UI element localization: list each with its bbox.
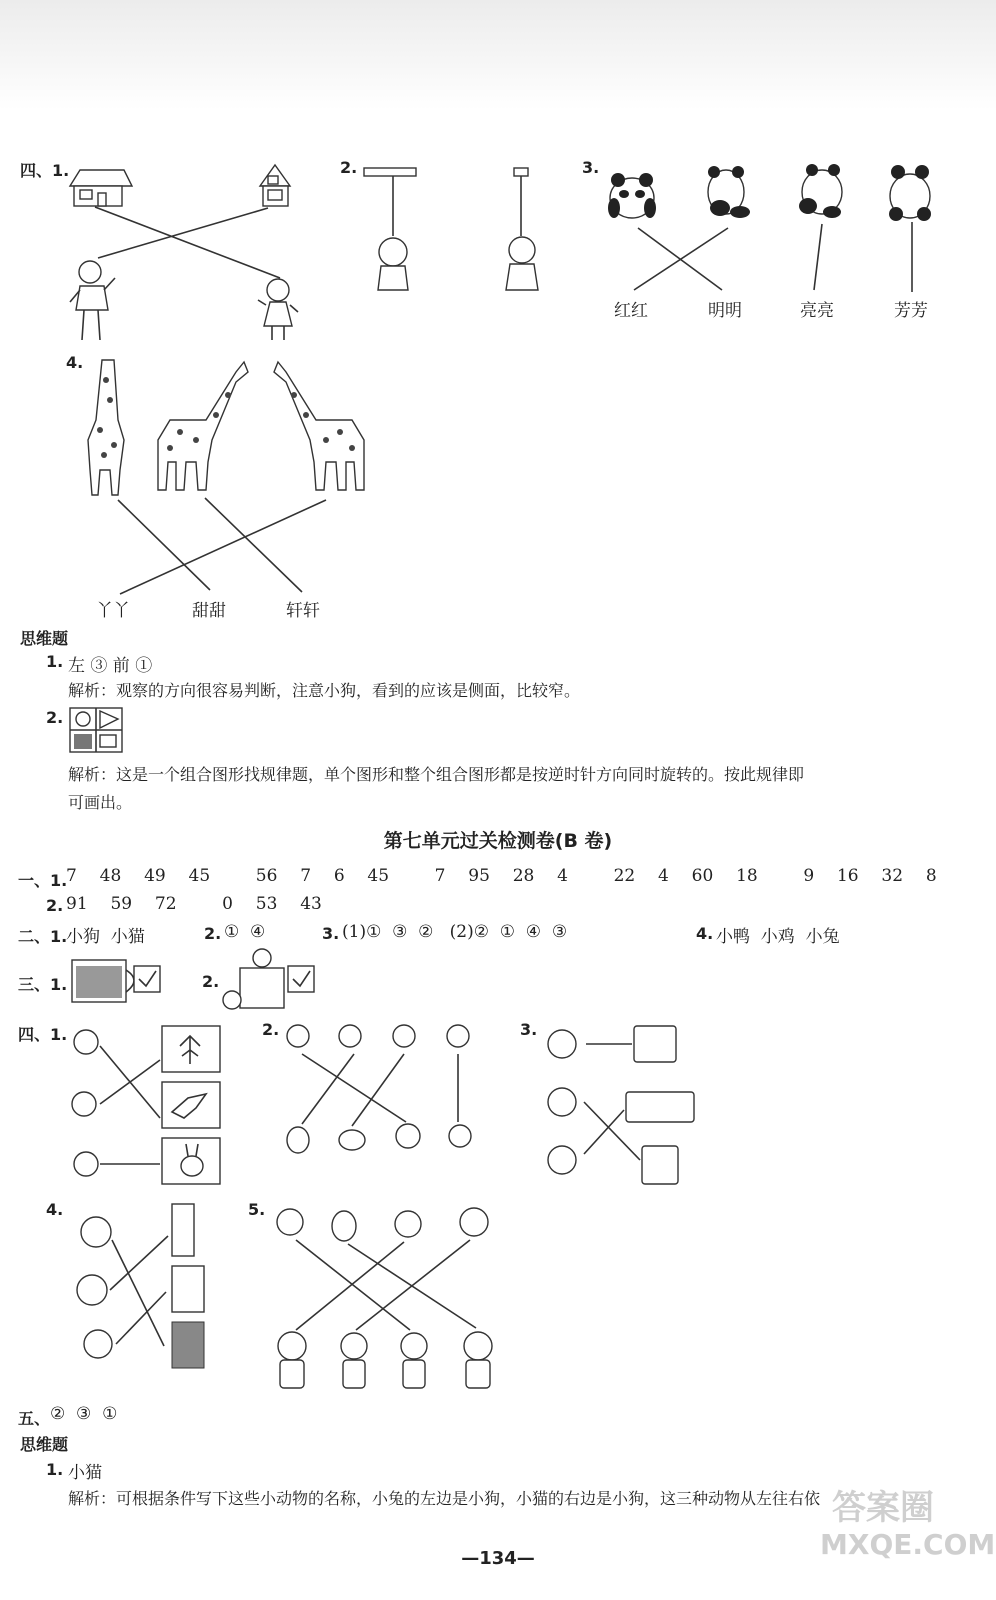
chicken-icon xyxy=(449,1125,471,1147)
bus-side-icon xyxy=(626,1092,694,1122)
thinking-q2-label: 2. xyxy=(46,708,64,727)
match-line xyxy=(120,500,326,594)
thinking2-q1-answer: 小猫 xyxy=(68,1463,102,1483)
boy-icon xyxy=(548,1146,576,1174)
panda-side xyxy=(708,166,750,218)
composite-shape-icon xyxy=(70,708,122,752)
picture-box xyxy=(162,1026,220,1072)
thinking-q2-explain: 解析：这是一个组合图形找规律题，单个图形和整个组合图形都是按逆时针方向同时旋转的。按此规律即 xyxy=(68,765,805,784)
sec4-q5-label: 5. xyxy=(248,1200,266,1219)
duck-icon xyxy=(277,1209,303,1235)
match-line xyxy=(356,1240,470,1330)
thinking-q1-answer: 左 ③ 前 ① xyxy=(68,656,153,676)
sec1-q2-label: 2. xyxy=(46,896,64,915)
sec2-answer3: (1)① ③ ② (2)② ① ④ ③ xyxy=(342,922,568,942)
panda-back xyxy=(889,165,931,221)
bear-side-icon xyxy=(401,1333,427,1388)
sec2-label: 二、1. xyxy=(18,927,68,946)
girl-figure xyxy=(258,279,298,340)
tall-house-icon xyxy=(260,165,290,206)
q4-3-label: 3. xyxy=(582,158,600,177)
unit-title: 第七单元过关检测卷(B 卷) xyxy=(383,830,613,852)
bear-side-icon xyxy=(341,1333,367,1388)
match-line xyxy=(302,1054,406,1122)
panda-small-icon xyxy=(287,1025,309,1047)
giraffe-name: 丫丫 xyxy=(96,601,130,621)
deer-icon xyxy=(72,1092,96,1116)
sec3-label: 三、1. xyxy=(18,975,68,994)
bear-front-icon xyxy=(278,1332,306,1388)
sec4-label: 四、1. xyxy=(18,1025,68,1044)
bus-front-icon xyxy=(634,1026,676,1062)
checkbox xyxy=(134,966,160,992)
bear-small-icon xyxy=(339,1025,361,1047)
cup-icon xyxy=(72,960,134,1002)
match-line xyxy=(112,1240,164,1346)
book-cover-icon xyxy=(172,1266,204,1312)
thinking-q2-explain-cont: 可画出。 xyxy=(68,793,133,812)
pig-small-icon xyxy=(393,1025,415,1047)
sec3-q2-label: 2. xyxy=(202,972,220,991)
panda-name: 芳芳 xyxy=(894,301,928,321)
thinking-q1-label: 1. xyxy=(46,652,64,671)
dog-icon xyxy=(339,1130,365,1150)
book-back-icon xyxy=(172,1322,204,1368)
boy-figure xyxy=(70,261,115,340)
giraffe-right xyxy=(274,362,364,490)
giraffe-name: 轩轩 xyxy=(286,601,320,621)
sec2-answer2: ① ④ xyxy=(224,922,266,942)
match-line xyxy=(584,1110,624,1154)
sec5-label: 五、 xyxy=(18,1409,51,1428)
thinking-q1-explain: 解析：观察的方向很容易判断，注意小狗，看到的应该是侧面，比较窄。 xyxy=(68,681,581,700)
panda-name: 明明 xyxy=(708,301,742,321)
square-circles-icon xyxy=(223,949,284,1009)
cat-icon xyxy=(74,1030,98,1054)
girl-profile-icon xyxy=(77,1275,107,1305)
q4-4-label: 4. xyxy=(66,353,84,372)
match-line xyxy=(634,228,728,290)
rooster-icon xyxy=(460,1208,488,1236)
sec2-answer1: 小狗 小猫 xyxy=(66,927,145,947)
panda-front-bow xyxy=(608,173,656,218)
sec4-q2-label: 2. xyxy=(262,1020,280,1039)
wide-house-icon xyxy=(70,170,132,206)
thinking-heading: 思维题 xyxy=(20,629,69,648)
sec2-q3-label: 3. xyxy=(322,924,340,943)
thinking2-heading: 思维题 xyxy=(20,1435,69,1454)
match-line xyxy=(296,1242,404,1330)
book-spine-icon xyxy=(172,1204,194,1256)
chick-small-icon xyxy=(447,1025,469,1047)
thinking2-explain: 解析：可根据条件写下这些小动物的名称，小兔的左边是小狗，小猫的右边是小狗，这三种动物从左往右依 xyxy=(68,1489,821,1508)
sec2-answer4: 小鸭 小鸡 小兔 xyxy=(716,927,840,947)
sec1-row1: 7 48 49 45 56 7 6 45 7 95 28 4 22 4 60 18 9 16 32 8 xyxy=(66,866,937,886)
short-bar xyxy=(514,168,528,176)
watermark-url: MXQE.COM xyxy=(820,1528,996,1561)
match-line xyxy=(118,500,210,590)
sec4-q3-label: 3. xyxy=(520,1020,538,1039)
sec2-q4-label: 4. xyxy=(696,924,714,943)
panda-name: 红红 xyxy=(614,301,648,321)
match-line xyxy=(100,1060,160,1104)
boy-head xyxy=(378,238,408,290)
bus-back-icon xyxy=(642,1146,678,1184)
rabbit-icon xyxy=(332,1211,356,1241)
picture-box xyxy=(162,1082,220,1128)
boy-glasses-icon xyxy=(548,1030,576,1058)
watermark-logo: 答案圈 xyxy=(832,1488,934,1528)
sec1-label: 一、1. xyxy=(18,871,68,890)
giraffe-name: 甜甜 xyxy=(192,601,226,621)
boy-back-icon xyxy=(84,1330,112,1358)
sec1-row2: 91 59 72 0 53 43 xyxy=(66,894,322,914)
panda-turn xyxy=(799,164,842,218)
match-line xyxy=(302,1054,354,1124)
panda-name: 亮亮 xyxy=(800,301,834,321)
match-line xyxy=(110,1236,168,1290)
long-bar xyxy=(364,168,416,176)
match-line xyxy=(98,208,268,258)
checkbox xyxy=(288,966,314,992)
bear-back-icon xyxy=(464,1332,492,1388)
sec2-q2-label: 2. xyxy=(204,924,222,943)
q4-2-label: 2. xyxy=(340,158,358,177)
duck-icon xyxy=(74,1152,98,1176)
thinking2-q1-label: 1. xyxy=(46,1460,64,1479)
match-line xyxy=(205,498,302,592)
girl-head xyxy=(506,237,538,290)
sec4-q4-label: 4. xyxy=(46,1200,64,1219)
match-line xyxy=(814,224,822,290)
boy-face-icon xyxy=(81,1217,111,1247)
giraffe-left xyxy=(158,362,248,490)
boy-icon xyxy=(548,1088,576,1116)
monkey-icon xyxy=(395,1211,421,1237)
giraffe-front xyxy=(88,360,124,495)
rabbit-icon xyxy=(287,1127,309,1153)
sec5-answer: ② ③ ① xyxy=(50,1404,118,1424)
q4-1-label: 四、1. xyxy=(20,161,70,180)
page-number: —134— xyxy=(461,1548,535,1569)
match-line xyxy=(95,207,280,278)
monkey-icon xyxy=(396,1124,420,1148)
